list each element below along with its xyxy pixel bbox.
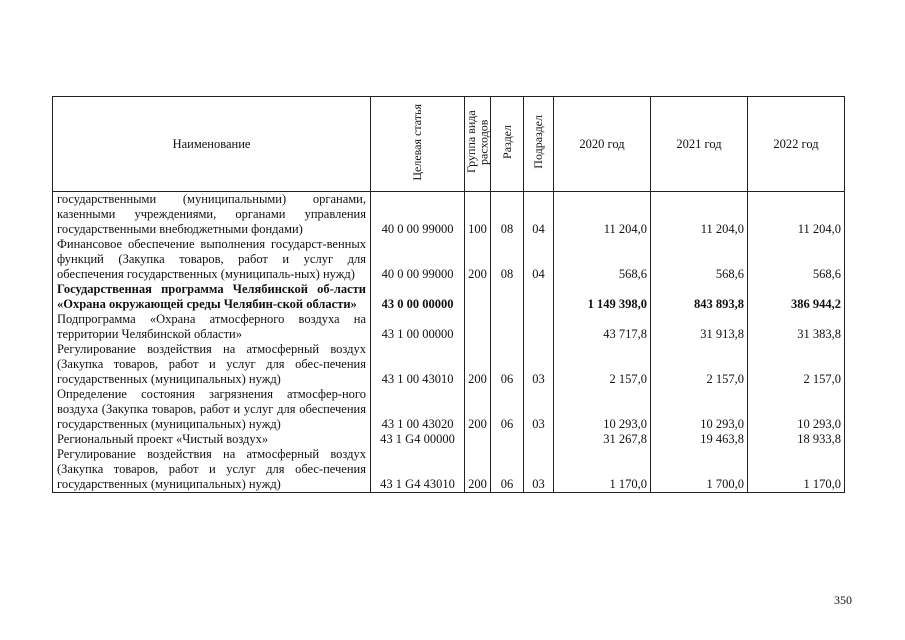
- row-expense-group: [465, 312, 491, 342]
- row-2020: 10 293,0: [554, 387, 651, 432]
- row-name: Регулирование воздействия на атмосферный воздух (Закупка товаров, работ и услуг для обес-печения государственных (муниципальных) нужд): [53, 447, 371, 493]
- row-expense-group: 100: [465, 192, 491, 238]
- row-2021: 843 893,8: [651, 282, 748, 312]
- row-2020: 2 157,0: [554, 342, 651, 387]
- row-target-article: 43 1 00 43010: [371, 342, 465, 387]
- row-name: Финансовое обеспечение выполнения государст-венных функций (Закупка товаров, работ и услуг для обеспечения государственных (муниципаль-ных) нужд): [53, 237, 371, 282]
- row-target-article: 43 0 00 00000: [371, 282, 465, 312]
- row-2020: 43 717,8: [554, 312, 651, 342]
- header-row: [53, 97, 845, 192]
- row-2020: 1 170,0: [554, 447, 651, 493]
- row-target-article: 43 1 G4 00000: [371, 432, 465, 447]
- row-section: [491, 432, 524, 447]
- row-expense-group: [465, 432, 491, 447]
- row-subsection: [524, 312, 554, 342]
- table-row: [53, 387, 845, 432]
- header-target-article: Целевая статья: [371, 97, 465, 192]
- row-section: 06: [491, 342, 524, 387]
- row-2022: 2 157,0: [748, 342, 845, 387]
- row-2022: 568,6: [748, 237, 845, 282]
- row-2021: 11 204,0: [651, 192, 748, 238]
- row-expense-group: 200: [465, 342, 491, 387]
- row-2020: 568,6: [554, 237, 651, 282]
- row-target-article: 40 0 00 99000: [371, 237, 465, 282]
- budget-document: [52, 96, 844, 493]
- row-expense-group: [465, 282, 491, 312]
- row-2022: 386 944,2: [748, 282, 845, 312]
- table-row: [53, 342, 845, 387]
- header-2021: 2021 год: [651, 97, 748, 192]
- row-2022: 18 933,8: [748, 432, 845, 447]
- row-2022: 31 383,8: [748, 312, 845, 342]
- row-2021: 2 157,0: [651, 342, 748, 387]
- row-name: Определение состояния загрязнения атмосфер-ного воздуха (Закупка товаров, работ и услуг для обеспечения государственных (муниципальных) нужд): [53, 387, 371, 432]
- budget-table: [52, 96, 845, 493]
- row-section: 06: [491, 447, 524, 493]
- page-number: 350: [834, 593, 852, 607]
- table-row: [53, 432, 845, 447]
- row-subsection: 03: [524, 447, 554, 493]
- row-2021: 19 463,8: [651, 432, 748, 447]
- header-2022: 2022 год: [748, 97, 845, 192]
- table-row: [53, 312, 845, 342]
- row-2021: 31 913,8: [651, 312, 748, 342]
- row-2022: 11 204,0: [748, 192, 845, 238]
- row-2020: 1 149 398,0: [554, 282, 651, 312]
- row-name: Государственная программа Челябинской об-ласти «Охрана окружающей среды Челябин-ской области»: [53, 282, 371, 312]
- row-subsection: 04: [524, 192, 554, 238]
- table-row: [53, 192, 845, 238]
- row-subsection: 04: [524, 237, 554, 282]
- row-section: 08: [491, 192, 524, 238]
- row-subsection: 03: [524, 387, 554, 432]
- row-expense-group: 200: [465, 237, 491, 282]
- row-expense-group: 200: [465, 387, 491, 432]
- row-target-article: 40 0 00 99000: [371, 192, 465, 238]
- row-name: Подпрограмма «Охрана атмосферного воздуха на территории Челябинской области»: [53, 312, 371, 342]
- row-section: 06: [491, 387, 524, 432]
- row-2021: 1 700,0: [651, 447, 748, 493]
- header-subsection: Подраздел: [524, 97, 554, 192]
- row-name: Регулирование воздействия на атмосферный воздух (Закупка товаров, работ и услуг для обес-печения государственных (муниципальных) нужд): [53, 342, 371, 387]
- table-row: [53, 237, 845, 282]
- table-row: [53, 447, 845, 493]
- row-target-article: 43 1 G4 43010: [371, 447, 465, 493]
- row-target-article: 43 1 00 43020: [371, 387, 465, 432]
- row-2021: 568,6: [651, 237, 748, 282]
- row-section: [491, 312, 524, 342]
- row-2022: 10 293,0: [748, 387, 845, 432]
- row-subsection: [524, 282, 554, 312]
- header-2020: 2020 год: [554, 97, 651, 192]
- row-section: [491, 282, 524, 312]
- header-section: Раздел: [491, 97, 524, 192]
- row-section: 08: [491, 237, 524, 282]
- header-name: Наименование: [53, 97, 371, 192]
- row-expense-group: 200: [465, 447, 491, 493]
- row-name: государственными (муниципальными) органами, казенными учреждениями, органами управления государственными внебюджетными фондами): [53, 192, 371, 238]
- row-subsection: 03: [524, 342, 554, 387]
- row-name: Региональный проект «Чистый воздух»: [53, 432, 371, 447]
- row-2021: 10 293,0: [651, 387, 748, 432]
- row-target-article: 43 1 00 00000: [371, 312, 465, 342]
- row-2020: 11 204,0: [554, 192, 651, 238]
- header-expense-group: Группа вида расходов: [465, 97, 491, 192]
- row-2022: 1 170,0: [748, 447, 845, 493]
- row-subsection: [524, 432, 554, 447]
- row-2020: 31 267,8: [554, 432, 651, 447]
- table-row: [53, 282, 845, 312]
